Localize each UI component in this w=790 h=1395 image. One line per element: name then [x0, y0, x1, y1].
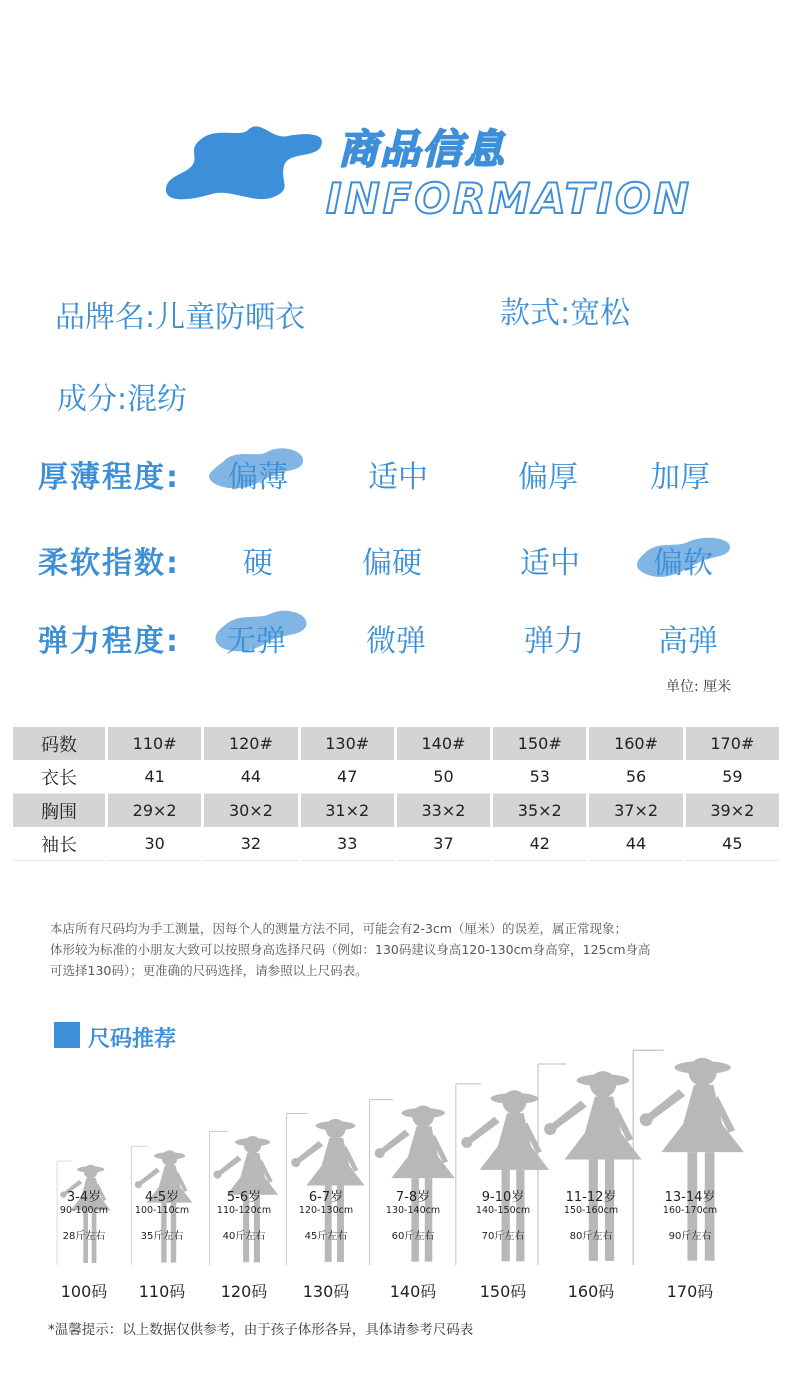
softness-option: 偏软	[653, 546, 713, 581]
thickness-label: 厚薄程度:	[38, 460, 180, 495]
size-code: 100码	[60, 1282, 108, 1301]
weight-label: 35斤左右	[140, 1231, 184, 1242]
blue-splash-logo	[160, 118, 330, 208]
age-label: 11-12岁	[565, 1190, 617, 1205]
age-label: 13-14岁	[664, 1190, 716, 1205]
height-range: 140-150cm	[475, 1205, 531, 1216]
height-range: 160-170cm	[662, 1205, 718, 1216]
size-code: 130码	[302, 1282, 350, 1301]
brand-name: 品牌名:儿童防晒衣	[55, 300, 306, 335]
table-cell: 衣长	[13, 760, 107, 794]
age-label: 4-5岁	[144, 1190, 180, 1205]
table-cell: 120#	[203, 727, 299, 760]
weight-label: 90斤左右	[668, 1231, 712, 1242]
table-cell: 140#	[395, 727, 491, 760]
thickness-option: 偏薄	[228, 460, 288, 495]
measurement-note	[50, 918, 750, 981]
table-cell: 50	[395, 760, 491, 794]
age-label: 7-8岁	[395, 1190, 431, 1205]
weight-label: 40斤左右	[222, 1231, 266, 1242]
table-cell: 130#	[299, 727, 395, 760]
note-line: 本店所有尺码均为手工测量，因每个人的测量方法不同，可能会有2-3cm（厘米）的误差，属正常现象；	[50, 921, 627, 936]
thickness-option: 适中	[368, 460, 428, 495]
table-cell: 37×2	[588, 794, 684, 828]
table-cell: 31×2	[299, 794, 395, 828]
table-cell: 39×2	[684, 794, 780, 828]
section-marker-icon	[54, 1022, 80, 1048]
weight-label: 80斤左右	[569, 1231, 613, 1242]
table-cell: 胸围	[13, 794, 107, 828]
height-range: 100-110cm	[134, 1205, 190, 1216]
table-cell: 30	[107, 827, 203, 861]
table-cell: 44	[588, 827, 684, 861]
table-cell: 44	[203, 760, 299, 794]
title-chinese: 商品信息	[338, 127, 506, 173]
softness-option: 偏硬	[362, 546, 422, 581]
table-cell: 45	[684, 827, 780, 861]
height-range: 90-100cm	[59, 1205, 109, 1216]
table-cell: 110#	[107, 727, 203, 760]
elasticity-label: 弹力程度:	[38, 624, 180, 659]
table-cell: 29×2	[107, 794, 203, 828]
thickness-option: 加厚	[650, 460, 710, 495]
table-cell: 41	[107, 760, 203, 794]
height-range: 130-140cm	[385, 1205, 441, 1216]
table-cell: 袖长	[13, 827, 107, 861]
table-cell: 码数	[13, 727, 107, 760]
table-cell: 59	[684, 760, 780, 794]
material-info: 成分:混纺	[57, 382, 188, 417]
note-line: 体形较为标准的小朋友大致可以按照身高选择尺码（例如：130码建议身高120-130cm身高穿，125cm身高	[50, 942, 651, 957]
table-cell: 32	[203, 827, 299, 861]
table-cell: 170#	[684, 727, 780, 760]
age-label: 5-6岁	[226, 1190, 262, 1205]
table-cell: 35×2	[492, 794, 588, 828]
size-table	[13, 727, 782, 861]
weight-label: 60斤左右	[391, 1231, 435, 1242]
weight-label: 70斤左右	[481, 1231, 525, 1242]
elasticity-option: 高弹	[658, 624, 718, 659]
table-cell: 150#	[492, 727, 588, 760]
table-cell: 30×2	[203, 794, 299, 828]
table-cell: 33	[299, 827, 395, 861]
elasticity-option: 微弹	[366, 624, 426, 659]
table-cell: 160#	[588, 727, 684, 760]
table-row	[13, 727, 781, 760]
table-cell: 33×2	[395, 794, 491, 828]
height-range: 120-130cm	[298, 1205, 354, 1216]
style-info: 款式:宽松	[500, 296, 631, 331]
age-label: 3-4岁	[66, 1190, 102, 1205]
tip-text: *温馨提示：以上数据仅供参考，由于孩子体形各异，具体请参考尺码表	[48, 1322, 474, 1338]
age-label: 6-7岁	[308, 1190, 344, 1205]
age-label: 9-10岁	[481, 1190, 525, 1205]
table-cell: 47	[299, 760, 395, 794]
height-range: 110-120cm	[216, 1205, 272, 1216]
table-cell: 56	[588, 760, 684, 794]
table-cell: 42	[492, 827, 588, 861]
size-code: 150码	[479, 1282, 527, 1301]
table-cell: 37	[395, 827, 491, 861]
table-row	[13, 827, 781, 861]
size-code: 170码	[666, 1282, 714, 1301]
unit-label: 单位: 厘米	[666, 679, 732, 695]
title-english: INFORMATION	[326, 174, 692, 223]
size-code: 110码	[138, 1282, 186, 1301]
table-row	[13, 794, 781, 828]
section-title: 尺码推荐	[88, 1027, 177, 1052]
elasticity-option: 无弹	[226, 624, 286, 659]
thickness-option: 偏厚	[518, 460, 578, 495]
note-line: 可选择130码）；更准确的尺码选择，请参照以上尺码表。	[50, 963, 368, 978]
size-code: 140码	[389, 1282, 437, 1301]
height-range: 150-160cm	[563, 1205, 619, 1216]
weight-label: 28斤左右	[62, 1231, 106, 1242]
table-row	[13, 760, 781, 794]
size-code: 120码	[220, 1282, 268, 1301]
softness-option: 适中	[520, 546, 580, 581]
table-cell: 53	[492, 760, 588, 794]
size-code: 160码	[567, 1282, 615, 1301]
weight-label: 45斤左右	[304, 1231, 348, 1242]
softness-option: 硬	[243, 546, 273, 581]
softness-label: 柔软指数:	[38, 546, 180, 581]
elasticity-option: 弹力	[524, 624, 584, 659]
